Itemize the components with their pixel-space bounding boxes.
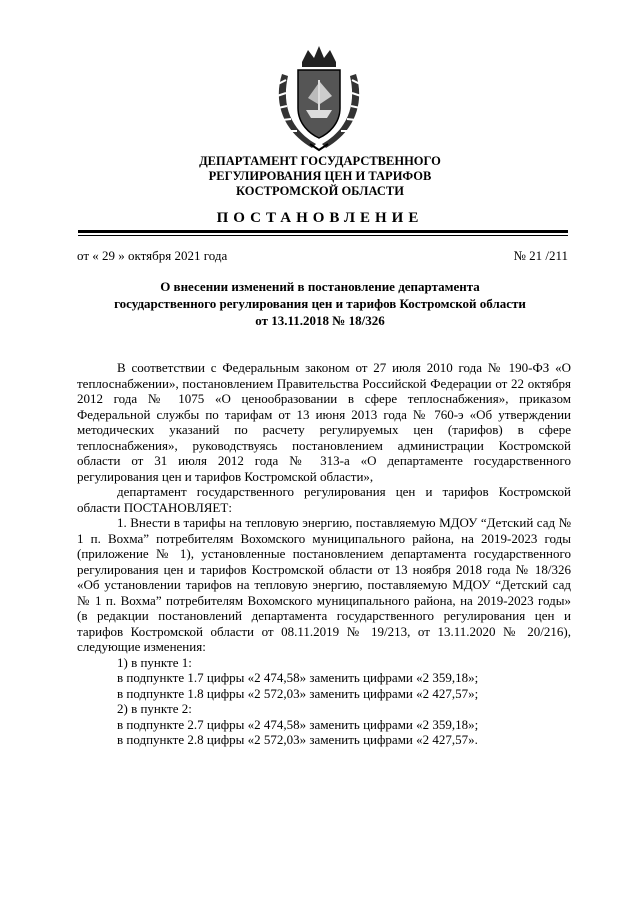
header-divider-thick <box>78 230 568 233</box>
department-name-line3: КОСТРОМСКОЙ ОБЛАСТИ <box>236 184 404 198</box>
document-type-heading: ПОСТАНОВЛЕНИЕ <box>216 210 424 226</box>
department-name-line1: ДЕПАРТАМЕНТ ГОСУДАРСТВЕННОГО <box>199 154 441 168</box>
subclause-1-7: в подпункте 1.7 цифры «2 474,58» заменить цифрами «2 359,18»; <box>117 670 479 685</box>
subclause-1-heading: 1) в пункте 1: <box>117 654 192 670</box>
coat-of-arms-emblem <box>272 44 366 154</box>
resolution-body <box>77 360 571 748</box>
decree-paragraph: департамент государственного регулирования цен и тарифов Костромской области ПОСТАНОВЛЯЕТ: <box>77 484 571 515</box>
department-name-line2: РЕГУЛИРОВАНИЯ ЦЕН И ТАРИФОВ <box>208 169 432 183</box>
resolution-title-line3: от 13.11.2018 № 18/326 <box>255 313 385 328</box>
subclause-2-7: в подпункте 2.7 цифры «2 474,58» заменить цифрами «2 359,18»; <box>117 716 479 732</box>
document-date: от « 29 » октября 2021 года <box>77 248 228 263</box>
resolution-title-line2: государственного регулирования цен и тарифов Костромской области <box>114 296 526 311</box>
document-number: № 21 /211 <box>513 248 568 263</box>
subclause-2-8: в подпункте 2.8 цифры «2 572,03» заменить цифрами «2 427,57». <box>117 732 478 747</box>
clause-1-paragraph: 1. Внести в тарифы на тепловую энергию, поставляемую МДОУ “Детский сад № 1 п. Вохма” потребителям Вохомского муниципального района, на 2019-2023 годы (приложение № 1), установленные постановлением департамента государственного регулирования цен и тарифов Костромской области от 13 ноября 2018 года № 18/326 «Об установлении тарифов на тепловую энергию, поставляемую МДОУ “Детский сад № 1 п. Вохма” потребителям Вохомского муниципального района, на 2019-2023 годы» (в редакции постановлений департамента государственного регулирования цен и тарифов Костромской области от 08.11.2019 № 19/213, от 13.11.2020 № 20/216), следующие изменения: <box>77 515 571 654</box>
resolution-title-line1: О внесении изменений в постановление департамента <box>160 279 480 294</box>
subclause-1-8: в подпункте 1.8 цифры «2 572,03» заменить цифрами «2 427,57»; <box>117 685 479 701</box>
preamble-paragraph: В соответствии с Федеральным законом от 27 июля 2010 года № 190-ФЗ «О теплоснабжении», постановлением Правительства Российской Федерации от 22 октября 2012 года № 1075 «О ценообразовании в сфере теплоснабжения», приказом Федеральной службы по тарифам от 13 июня 2013 года № 760-э «Об утверждении методических указаний по расчету регулируемых цен (тарифов) в сфере теплоснабжения», руководствуясь постановлением администрации Костромской области от 31 июля 2012 года № 313-а «О департаменте государственного регулирования цен и тарифов Костромской области», <box>77 360 571 484</box>
subclause-2-heading: 2) в пункте 2: <box>117 701 192 716</box>
header-divider-thin <box>78 235 568 236</box>
